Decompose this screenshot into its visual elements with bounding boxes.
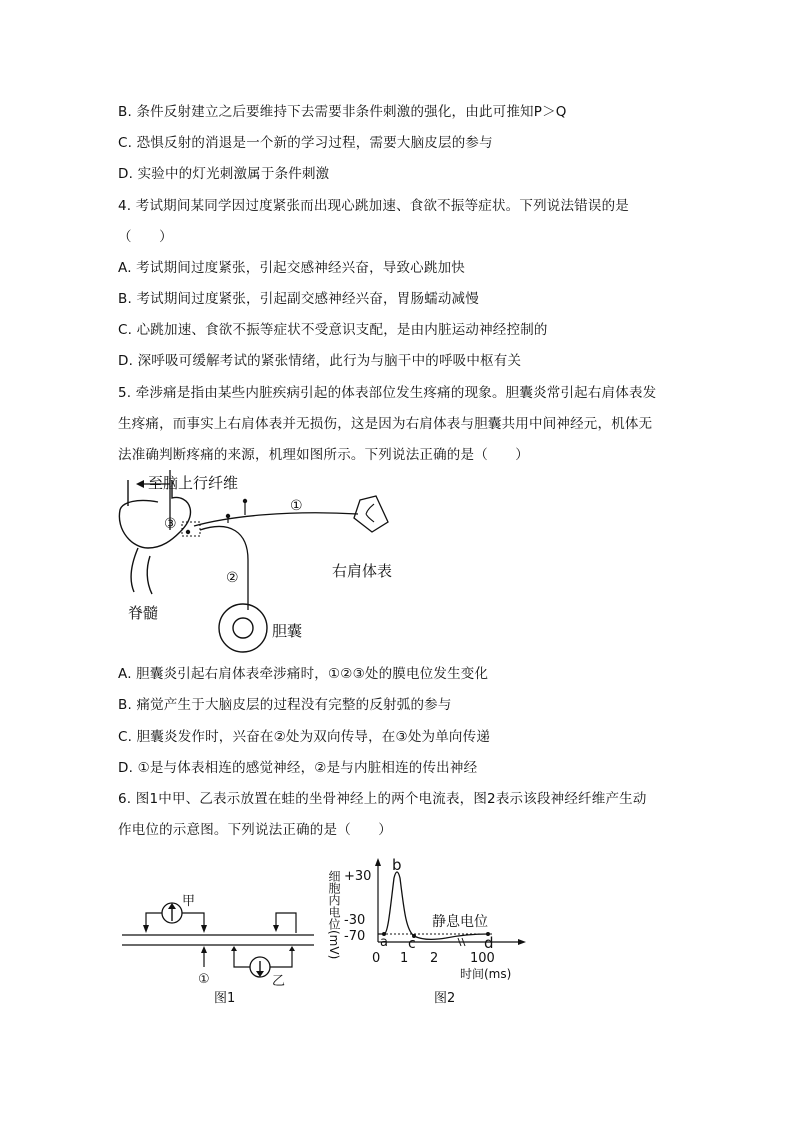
x-tick-1: 1 <box>400 951 409 966</box>
option-4a: A. 考试期间过度紧张，引起交感神经兴奋，导致心跳加快 <box>118 260 465 276</box>
marker-3: ③ <box>164 516 177 532</box>
shoulder-label: 右肩体表 <box>332 562 393 580</box>
figure-2-caption: 图2 <box>434 991 456 1006</box>
figure-2-chart <box>322 850 532 1010</box>
option-3b: B. 条件反射建立之后要维持下去需要非条件刺激的强化，由此可推知P＞Q <box>118 104 567 120</box>
question-5-stem-2: 生疼痛，而事实上右肩体表并无损伤，这是因为右肩体表与胆囊共用中间神经元，机体无 <box>118 416 653 432</box>
point-c: c <box>408 936 416 952</box>
referred-pain-diagram <box>110 470 420 655</box>
option-5c: C. 胆囊炎发作时，兴奋在②处为双向传导，在③处为单向传递 <box>118 729 491 745</box>
point-b: b <box>392 856 402 874</box>
y-tick-neg30: -30 <box>344 913 366 928</box>
option-3c: C. 恐惧反射的消退是一个新的学习过程，需要大脑皮层的参与 <box>118 135 493 151</box>
x-tick-0: 0 <box>372 951 381 966</box>
question-6-stem-2: 作电位的示意图。下列说法正确的是（ ） <box>118 822 392 838</box>
option-5a: A. 胆囊炎引起右肩体表牵涉痛时，①②③处的膜电位发生变化 <box>118 666 489 682</box>
jia-label: 甲 <box>182 894 196 909</box>
question-5-stem-3: 法准确判断疼痛的来源，机理如图所示。下列说法正确的是（ ） <box>118 447 529 463</box>
to-brain-label: 至脑上行纤维 <box>148 474 239 492</box>
nerve-2 <box>200 527 248 610</box>
gallbladder-inner <box>233 618 253 638</box>
nerve-1 <box>194 513 358 526</box>
x-axis-label: 时间(ms) <box>460 967 512 981</box>
marker-2: ② <box>226 570 239 586</box>
y-tick-30: +30 <box>344 869 372 884</box>
resting-potential-label: 静息电位 <box>432 914 488 930</box>
x-tick-2: 2 <box>430 951 439 966</box>
question-4-bracket: （ ） <box>118 229 173 245</box>
option-4b: B. 考试期间过度紧张，引起副交感神经兴奋，胃肠蠕动减慢 <box>118 291 479 307</box>
figure-1-caption: 图1 <box>214 991 236 1006</box>
shoulder-skin <box>354 496 388 532</box>
question-6-stem-1: 6. 图1中甲、乙表示放置在蛙的坐骨神经上的两个电流表，图2表示该段神经纤维产生动 <box>118 791 647 807</box>
option-5b: B. 痛觉产生于大脑皮层的过程没有完整的反射弧的参与 <box>118 697 452 713</box>
point-a: a <box>380 935 388 950</box>
y-axis-label: 细胞内电位(mV) <box>327 870 341 960</box>
spinal-cord-label: 脊髓 <box>128 604 159 622</box>
option-3d: D. 实验中的灯光刺激属于条件刺激 <box>118 166 330 182</box>
yi-label: 乙 <box>272 974 286 989</box>
option-5d: D. ①是与体表相连的感觉神经，②是与内脏相连的传出神经 <box>118 760 478 776</box>
question-5-stem-1: 5. 牵涉痛是指由某些内脏疾病引起的体表部位发生疼痛的现象。胆囊炎常引起右肩体表发 <box>118 385 657 401</box>
stimulus-1-label: ① <box>198 972 210 987</box>
x-tick-100: 100 <box>470 951 495 966</box>
y-tick-neg70: -70 <box>344 929 366 944</box>
figure-1-diagram <box>118 885 323 1010</box>
gallbladder-outer <box>219 604 267 652</box>
gallbladder-label: 胆囊 <box>272 622 303 640</box>
marker-1: ① <box>290 498 303 514</box>
option-4d: D. 深呼吸可缓解考试的紧张情绪，此行为与脑干中的呼吸中枢有关 <box>118 353 522 369</box>
option-4c: C. 心跳加速、食欲不振等症状不受意识支配，是由内脏运动神经控制的 <box>118 322 548 338</box>
point-d: d <box>484 934 494 952</box>
question-4-stem: 4. 考试期间某同学因过度紧张而出现心跳加速、食欲不振等症状。下列说法错误的是 <box>118 198 629 214</box>
